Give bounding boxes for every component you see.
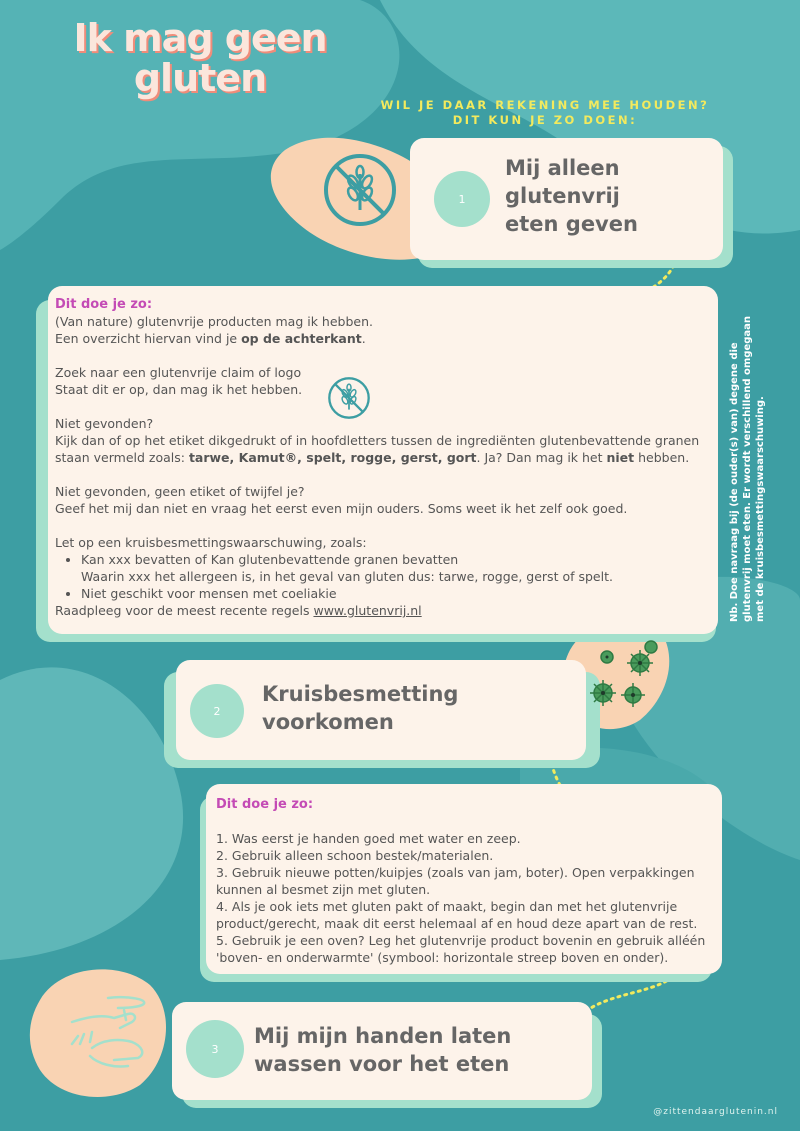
warning-list: [55, 551, 715, 602]
step3-heading: Mij mijn handen laten wassen voor het eten: [254, 1024, 512, 1076]
step3-number: 3: [186, 1020, 244, 1078]
page-title: Ik mag geen gluten: [73, 16, 327, 100]
gluten-free-logo-icon: [327, 376, 371, 420]
hand-washing-icon: [62, 992, 158, 1078]
gluten-free-icon: [322, 152, 398, 228]
germs-icon: [585, 635, 665, 725]
section2-label: Dit doe je zo:: [216, 797, 314, 812]
section1-label: Dit doe je zo:: [55, 297, 153, 312]
step1-heading: Mij alleen glutenvrij eten geven: [505, 156, 638, 236]
section1-content: Dit doe je zo: (Van nature) glutenvrije producten mag ik hebben. Een overzicht hiervan vind je op de achterkant. Zoek naar een glutenvrije claim of logo Staat dit er op, dan mag ik het hebben. Niet gevonden? Kijk dan of op het etiket dikgedrukt of in hoofdletters tussen de ingrediënten glutenbevattende granen staan vermeld zoals: tarwe, Kamut®, spelt, rogge, gerst, gort. Ja? Dan mag ik het niet hebben. Niet gevonden, geen etiket of twijfel je? Geef het mij dan niet en vraag het eerst even mijn ouders. Soms weet ik het zelf ook goed. Let op een kruisbesmettingswaarschuwing, zoals: • Kan xxx bevatten of Kan glutenbevattende granen bevatten Waarin xxx het allergeen is, in het geval van gluten dus: tarwe, rogge, gerst of spelt. • Niet geschikt voor mensen met coeliakie Raadpleeg voor de meest recente regels www.glutenvrij.nl: [55, 296, 715, 619]
list-item: • Kan xxx bevatten of Kan glutenbevattende granen bevatten Waarin xxx het allergeen is, in het geval van gluten dus: tarwe, rogge, gerst of spelt.: [81, 551, 715, 585]
side-note: Nb. Doe navraag bij (de ouder(s) van) degene die glutenvrij moet eten. Er wordt verschillend omgegaan met de kruisbesmettingswaarschuwing.: [729, 315, 766, 622]
list-item: • Niet geschikt voor mensen met coeliakie: [81, 585, 715, 602]
step2-heading: Kruisbesmetting voorkomen: [262, 682, 459, 734]
section2-content: Dit doe je zo: 1. Was eerst je handen goed met water en zeep. 2. Gebruik alleen schoon bestek/materialen. 3. Gebruik nieuwe potten/kuipjes (zoals van jam, boter). Open verpakkingen kunnen al besmet zijn met gluten. 4. Als je ook iets met gluten pakt of maakt, begin dan met het glutenvrije product/gerecht, maak dit eerst helemaal af en houd deze apart van de rest. 5. Gebruik je een oven? Leg het glutenvrije product bovenin en gebruik alléén 'boven- en onderwarmte' (symbool: horizontale streep boven en onder).: [216, 796, 716, 966]
subtitle: WIL JE DAAR REKENING MEE HOUDEN? DIT KUN JE ZO DOEN:: [380, 98, 710, 127]
glutenvrij-link[interactable]: www.glutenvrij.nl: [313, 603, 422, 618]
step1-number: 1: [434, 171, 490, 227]
footer-handle: @zittendaarglutenin.nl: [653, 1107, 778, 1117]
step2-number: 2: [190, 684, 244, 738]
